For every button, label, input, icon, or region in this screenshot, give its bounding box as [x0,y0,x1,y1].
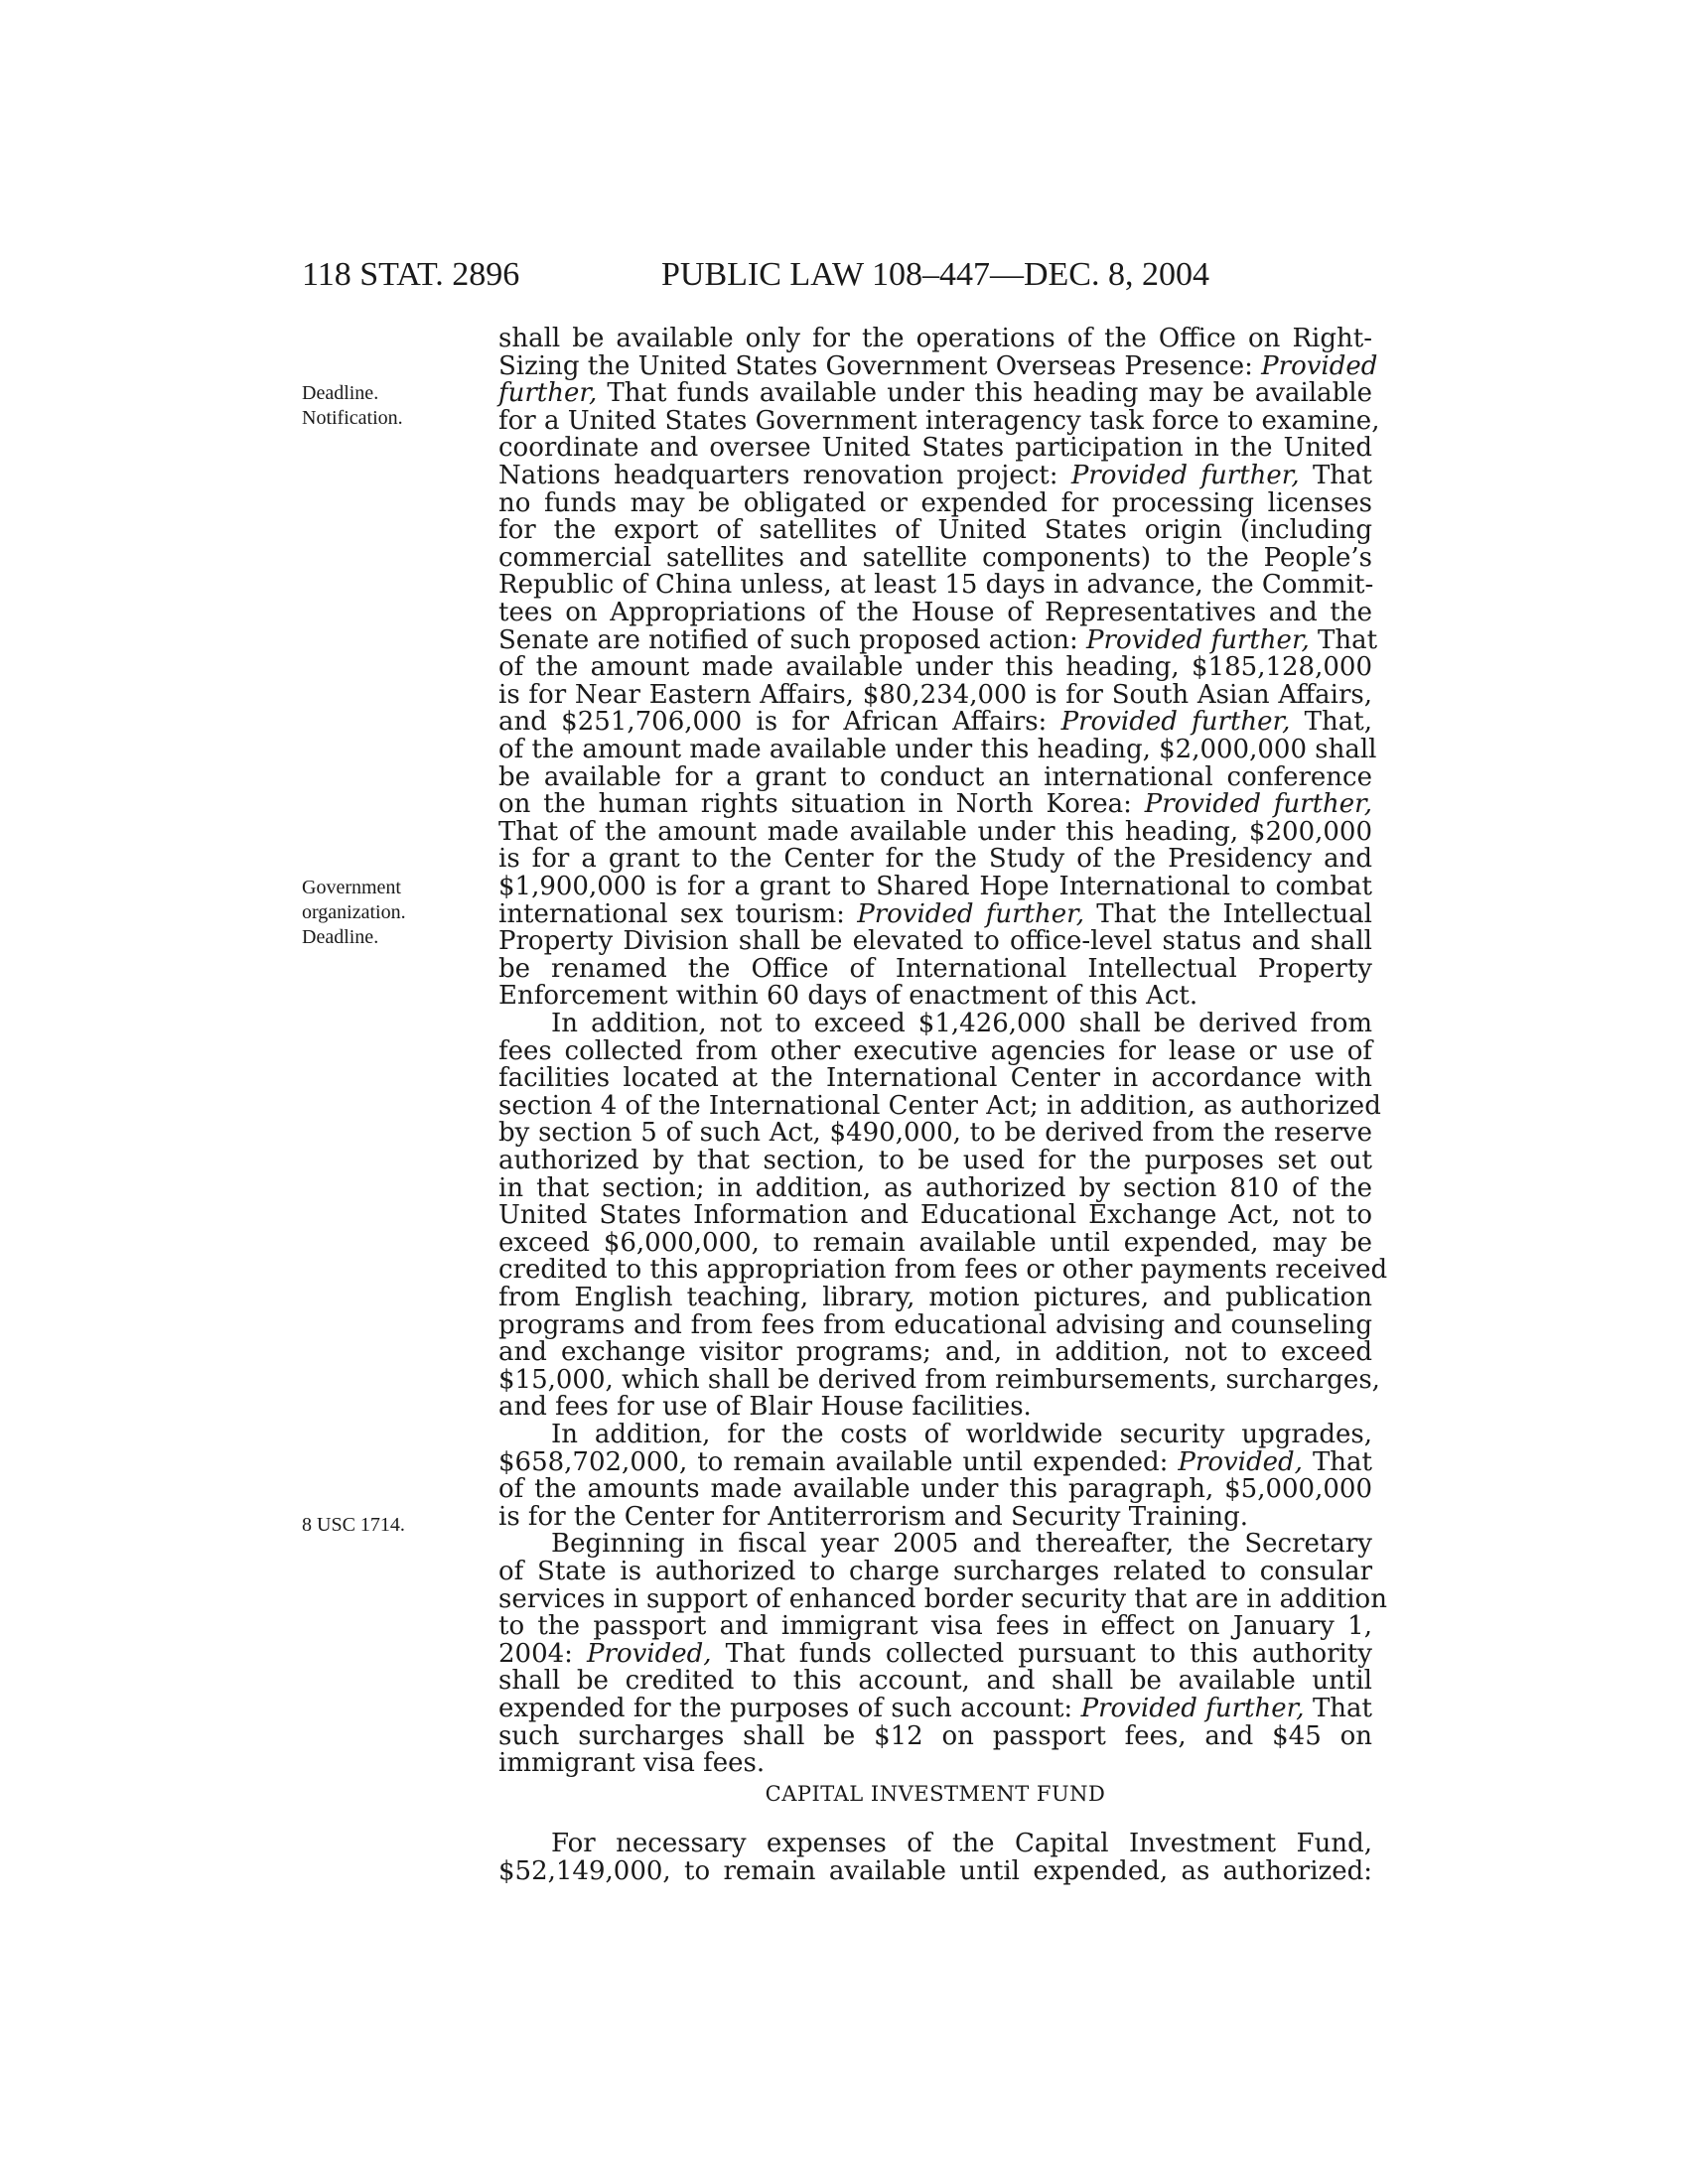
text-line [498,898,1372,929]
text-run: of the amounts made available under this paragraph, $5,000,000 [498,1474,1372,1505]
text-run: immigrant visa fees. [498,1748,766,1779]
text-line [498,1148,1372,1175]
margin-note-line: Deadline. [302,382,379,404]
margin-note-line: Government [302,877,401,898]
text-run: Property Division shall be elevated to office-level status and shall [498,926,1372,957]
text-run: That [1309,624,1378,655]
text-line [498,1476,1372,1504]
text-line [498,624,1378,655]
text-run: of the amount made available under this heading, $185,128,000 [498,652,1372,683]
text-run: Senate are notified of such proposed action: [498,624,1087,655]
text-run: and $251,706,000 is for African Affairs: [498,707,1061,738]
text-line [498,1011,1372,1038]
margin-note [302,876,500,950]
text-run: That funds collected pursuant to this authority [711,1638,1372,1669]
text-line [498,791,1372,819]
text-run: and fees for use of Blair House facilities. [498,1392,1032,1423]
text-run: exceed $6,000,000, to remain available until expended, may be [498,1227,1372,1258]
text-run: of the amount made available under this heading, $2,000,000 shall [498,735,1377,764]
italic-run: Provided [1261,350,1378,381]
text-line [498,953,1372,984]
text-run: Republic of China unless, at least 15 days in advance, the Commit- [498,570,1374,601]
text-run: international sex tourism: [498,898,858,929]
italic-run: Provided further, [1086,624,1310,655]
italic-run: Provided further, [857,898,1084,929]
text-run: be renamed the Office of International Intellectual Property [498,953,1372,984]
text-line [498,1255,1388,1286]
text-run: such surcharges shall be $12 on passport fees, and $45 on [498,1720,1372,1751]
text-run: in that section; in addition, as authorized by section 810 of the [498,1172,1372,1203]
margin-note [302,1513,500,1538]
text-run: That funds available under this heading may be available [597,378,1372,409]
text-run: In addition, for the costs of worldwide security upgrades, [551,1420,1372,1449]
text-line [498,735,1377,764]
text-run: That [1302,1446,1372,1477]
section-heading [498,1781,1372,1809]
margin-note [302,381,500,431]
text-line [498,1202,1372,1230]
text-line [498,1613,1372,1641]
text-line [498,463,1372,490]
text-run: That [1304,1694,1372,1723]
text-run: section 4 of the International Center Act; in addition, as authorized [498,1090,1381,1121]
text-run: for the export of satellites of United States origin (including [498,515,1372,546]
text-line [498,1309,1372,1340]
text-run: of State is authorized to charge surcharges related to consular [498,1557,1372,1586]
text-run: for a United States Government interagency task force to examine, [498,405,1380,436]
text-line [498,350,1378,381]
text-run: $15,000, which shall be derived from reimbursements, surcharges, [498,1364,1380,1395]
text-line [498,1035,1372,1066]
text-line [498,1831,1372,1858]
text-run: tees on Appropriations of the House of Representatives and the [498,598,1372,627]
text-line [498,816,1372,847]
text-run: and exchange visitor programs; and, in addition, not to exceed [498,1337,1372,1368]
text-line [498,487,1372,518]
text-run: credited to this appropriation from fees or other payments received [498,1255,1388,1286]
text-line [498,761,1372,792]
italic-run: Provided further, [1080,1694,1305,1723]
text-run: authorized by that section, to be used for the purposes set out [498,1146,1372,1175]
margin-note-line: Notification. [302,407,403,429]
text-line [498,983,1372,1011]
margin-note-line: Deadline. [302,926,379,948]
text-line [498,1446,1372,1477]
text-run: expended for the purposes of such account: [498,1694,1081,1723]
italic-run: Provided further, [1144,789,1372,820]
text-line [498,1227,1372,1258]
text-line [498,405,1380,436]
text-line [498,1090,1381,1121]
text-run: That, [1290,707,1372,738]
text-line [498,1638,1372,1669]
text-line [498,1364,1380,1395]
text-run: Sizing the United States Government Overseas Presence: [498,350,1262,381]
text-run: Enforcement within 60 days of enactment of this Act. [498,981,1198,1012]
text-line [498,874,1372,901]
text-run: is for the Center for Antiterrorism and Security Training. [498,1501,1249,1532]
text-run: shall be available only for the operations of the Office on Right- [498,324,1372,353]
text-run: 2004: [498,1638,588,1669]
text-run: CAPITAL INVESTMENT FUND [765,1782,1106,1806]
text-run: programs and from fees from educational advising and counseling [498,1309,1372,1340]
text-line [498,1750,1372,1778]
text-line [498,326,1372,353]
running-header: PUBLIC LAW 108–447—DEC. 8, 2004 [661,256,1209,293]
text-run: from English teaching, library, motion pictures, and publication [498,1283,1372,1312]
text-line [498,1172,1372,1203]
text-run: on the human rights situation in North Korea: [498,789,1145,820]
text-line [498,1422,1372,1449]
text-line [498,1559,1372,1586]
text-run: For necessary expenses of the Capital Investment Fund, [551,1829,1372,1858]
text-run: United States Information and Educational Exchange Act, not to [498,1200,1372,1231]
margin-note-line: organization. [302,901,406,923]
text-run: fees collected from other executive agencies for lease or use of [498,1035,1372,1066]
text-line [498,1583,1387,1614]
text-run: to the passport and immigrant visa fees in effect on January 1, [498,1611,1372,1642]
text-run: Beginning in fiscal year 2005 and thereafter, the Secretary [551,1529,1372,1560]
text-run: shall be credited to this account, and shall be available until [498,1666,1372,1697]
italic-run: Provided further, [1060,707,1291,738]
text-line [498,435,1372,463]
text-run: That the Intellectual [1084,898,1372,929]
italic-run: Provided, [587,1638,712,1669]
text-line [498,1501,1372,1532]
text-line [498,1696,1372,1723]
text-line [498,654,1372,682]
text-line [498,600,1372,627]
text-line [498,572,1372,600]
text-line [498,1855,1372,1886]
text-run: $52,149,000, to remain available until expended, as authorized: [498,1855,1372,1886]
text-line [498,517,1372,545]
text-line [498,928,1372,956]
text-run: That [1299,461,1372,490]
text-run: is for a grant to the Center for the Study of the Presidency and [498,844,1372,875]
text-line [498,1339,1372,1367]
text-run: That of the amount made available under this heading, $200,000 [498,816,1372,847]
italic-run: Provided, [1178,1446,1303,1477]
text-run: is for Near Eastern Affairs, $80,234,000 is for South Asian Affairs, [498,679,1372,710]
italic-run: further, [498,378,598,409]
text-line [498,709,1372,737]
text-line [498,1720,1372,1751]
text-run: In addition, not to exceed $1,426,000 shall be derived from [551,1009,1372,1038]
text-run: $658,702,000, to remain available until expended: [498,1446,1179,1477]
text-run: $1,900,000 is for a grant to Shared Hope International to combat [498,872,1372,901]
text-line [498,1120,1372,1148]
stat-page-number: 118 STAT. 2896 [302,256,520,293]
text-line [498,679,1372,710]
text-line [498,846,1372,874]
text-line [498,1285,1372,1312]
text-run: facilities located at the International Center in accordance with [498,1063,1372,1094]
text-line [498,542,1372,573]
text-run: services in support of enhanced border security that are in addition [498,1583,1387,1614]
text-line [498,1668,1372,1696]
italic-run: Provided further, [1070,461,1300,490]
text-run: by section 5 of such Act, $490,000, to be derived from the reserve [498,1118,1372,1149]
text-run: no funds may be obligated or expended for processing licenses [498,487,1372,518]
text-run: Nations headquarters renovation project: [498,461,1071,490]
text-line [498,1065,1372,1093]
margin-note-line: 8 USC 1714. [302,1514,405,1536]
text-run: coordinate and oversee United States participation in the United [498,433,1372,464]
text-line [498,1394,1372,1422]
text-run: be available for a grant to conduct an international conference [498,761,1372,792]
text-line [498,1531,1372,1559]
text-line [498,380,1372,408]
text-run: commercial satellites and satellite components) to the People’s [498,542,1372,573]
